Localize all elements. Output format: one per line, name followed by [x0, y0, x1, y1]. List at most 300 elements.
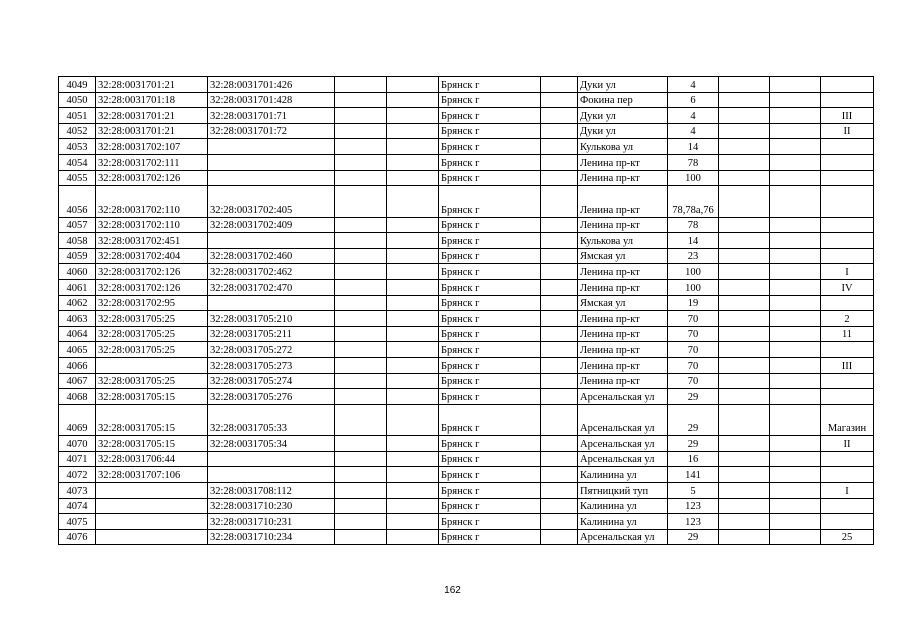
blank-cell [387, 248, 439, 264]
cadastral-block-cell: 32:28:0031702:126 [96, 170, 208, 186]
premises-cell [821, 170, 874, 186]
premises-cell: Магазин [821, 404, 874, 436]
city-cell: Брянск г [439, 295, 541, 311]
table-row [59, 436, 874, 452]
blank-cell [335, 186, 387, 218]
blank-cell [335, 389, 387, 405]
blank-cell [719, 483, 770, 499]
row-number-cell: 4051 [59, 108, 96, 124]
blank-cell [387, 108, 439, 124]
house-number-cell: 100 [668, 280, 719, 296]
premises-cell [821, 186, 874, 218]
house-number-cell: 141 [668, 467, 719, 483]
object-number-cell: 32:28:0031701:426 [208, 77, 335, 93]
blank-cell [719, 498, 770, 514]
blank-cell [719, 326, 770, 342]
object-number-cell: 32:28:0031710:231 [208, 514, 335, 530]
blank-cell [719, 529, 770, 545]
table-row [59, 154, 874, 170]
blank-cell [719, 123, 770, 139]
premises-cell [821, 451, 874, 467]
object-number-cell: 32:28:0031705:211 [208, 326, 335, 342]
row-number-cell: 4069 [59, 404, 96, 436]
house-number-cell: 6 [668, 92, 719, 108]
table-row [59, 217, 874, 233]
blank-cell [541, 342, 578, 358]
cadastral-block-cell: 32:28:0031702:110 [96, 186, 208, 218]
table-row [59, 467, 874, 483]
premises-cell [821, 498, 874, 514]
blank-cell [770, 529, 821, 545]
street-cell: Арсенальская ул [578, 389, 668, 405]
blank-cell [541, 154, 578, 170]
blank-cell [335, 264, 387, 280]
street-cell: Ленина пр-кт [578, 186, 668, 218]
blank-cell [335, 139, 387, 155]
city-cell: Брянск г [439, 280, 541, 296]
blank-cell [387, 483, 439, 499]
premises-cell [821, 154, 874, 170]
street-cell: Ленина пр-кт [578, 358, 668, 374]
object-number-cell [208, 295, 335, 311]
blank-cell [770, 498, 821, 514]
table-row [59, 404, 874, 436]
city-cell: Брянск г [439, 139, 541, 155]
blank-cell [541, 483, 578, 499]
cadastral-block-cell: 32:28:0031701:21 [96, 77, 208, 93]
house-number-cell: 4 [668, 77, 719, 93]
blank-cell [335, 108, 387, 124]
table-row [59, 311, 874, 327]
table-row [59, 170, 874, 186]
blank-cell [770, 92, 821, 108]
house-number-cell: 100 [668, 170, 719, 186]
city-cell: Брянск г [439, 123, 541, 139]
blank-cell [541, 389, 578, 405]
table-row [59, 514, 874, 530]
street-cell: Кулькова ул [578, 233, 668, 249]
premises-cell [821, 92, 874, 108]
blank-cell [387, 436, 439, 452]
blank-cell [719, 451, 770, 467]
city-cell: Брянск г [439, 529, 541, 545]
blank-cell [541, 358, 578, 374]
blank-cell [335, 436, 387, 452]
row-number-cell: 4049 [59, 77, 96, 93]
premises-cell [821, 514, 874, 530]
blank-cell [541, 373, 578, 389]
blank-cell [770, 233, 821, 249]
cadastral-block-cell [96, 358, 208, 374]
blank-cell [719, 92, 770, 108]
blank-cell [335, 342, 387, 358]
house-number-cell: 70 [668, 358, 719, 374]
house-number-cell: 29 [668, 529, 719, 545]
blank-cell [335, 170, 387, 186]
blank-cell [719, 373, 770, 389]
blank-cell [387, 186, 439, 218]
object-number-cell [208, 233, 335, 249]
cadastral-block-cell: 32:28:0031701:21 [96, 108, 208, 124]
city-cell: Брянск г [439, 311, 541, 327]
blank-cell [335, 467, 387, 483]
object-number-cell [208, 451, 335, 467]
cadastral-block-cell: 32:28:0031702:107 [96, 139, 208, 155]
object-number-cell: 32:28:0031705:34 [208, 436, 335, 452]
page-number: 162 [444, 585, 461, 596]
cadastral-block-cell: 32:28:0031705:25 [96, 311, 208, 327]
blank-cell [719, 248, 770, 264]
blank-cell [335, 326, 387, 342]
table-row [59, 92, 874, 108]
blank-cell [719, 342, 770, 358]
blank-cell [335, 295, 387, 311]
blank-cell [387, 326, 439, 342]
street-cell: Дуки ул [578, 77, 668, 93]
blank-cell [387, 154, 439, 170]
row-number-cell: 4072 [59, 467, 96, 483]
street-cell: Ленина пр-кт [578, 154, 668, 170]
city-cell: Брянск г [439, 264, 541, 280]
blank-cell [335, 77, 387, 93]
house-number-cell: 123 [668, 498, 719, 514]
table-row [59, 483, 874, 499]
object-number-cell: 32:28:0031705:276 [208, 389, 335, 405]
object-number-cell [208, 170, 335, 186]
blank-cell [335, 123, 387, 139]
blank-cell [387, 295, 439, 311]
table-row [59, 139, 874, 155]
object-number-cell: 32:28:0031708:112 [208, 483, 335, 499]
blank-cell [770, 451, 821, 467]
row-number-cell: 4070 [59, 436, 96, 452]
house-number-cell: 14 [668, 139, 719, 155]
table-row [59, 451, 874, 467]
blank-cell [719, 404, 770, 436]
blank-cell [387, 123, 439, 139]
object-number-cell: 32:28:0031702:409 [208, 217, 335, 233]
blank-cell [770, 295, 821, 311]
blank-cell [335, 217, 387, 233]
city-cell: Брянск г [439, 358, 541, 374]
blank-cell [719, 514, 770, 530]
blank-cell [387, 217, 439, 233]
city-cell: Брянск г [439, 248, 541, 264]
blank-cell [770, 154, 821, 170]
blank-cell [770, 217, 821, 233]
object-number-cell: 32:28:0031705:33 [208, 404, 335, 436]
blank-cell [335, 451, 387, 467]
cadastral-block-cell: 32:28:0031701:21 [96, 123, 208, 139]
street-cell: Ленина пр-кт [578, 373, 668, 389]
row-number-cell: 4050 [59, 92, 96, 108]
house-number-cell: 4 [668, 108, 719, 124]
blank-cell [387, 467, 439, 483]
cadastral-block-cell: 32:28:0031705:25 [96, 342, 208, 358]
row-number-cell: 4073 [59, 483, 96, 499]
blank-cell [387, 451, 439, 467]
blank-cell [770, 311, 821, 327]
blank-cell [335, 373, 387, 389]
house-number-cell: 29 [668, 436, 719, 452]
city-cell: Брянск г [439, 483, 541, 499]
blank-cell [719, 389, 770, 405]
blank-cell [770, 373, 821, 389]
blank-cell [387, 264, 439, 280]
blank-cell [387, 170, 439, 186]
city-cell: Брянск г [439, 217, 541, 233]
cadastral-block-cell: 32:28:0031702:126 [96, 280, 208, 296]
cadastral-block-cell: 32:28:0031705:25 [96, 326, 208, 342]
blank-cell [387, 311, 439, 327]
house-number-cell: 23 [668, 248, 719, 264]
street-cell: Дуки ул [578, 108, 668, 124]
blank-cell [335, 498, 387, 514]
house-number-cell: 29 [668, 389, 719, 405]
cadastral-block-cell: 32:28:0031705:15 [96, 404, 208, 436]
blank-cell [335, 248, 387, 264]
row-number-cell: 4068 [59, 389, 96, 405]
blank-cell [770, 280, 821, 296]
row-number-cell: 4065 [59, 342, 96, 358]
city-cell: Брянск г [439, 467, 541, 483]
blank-cell [719, 264, 770, 280]
house-number-cell: 123 [668, 514, 719, 530]
cadastral-block-cell: 32:28:0031702:404 [96, 248, 208, 264]
premises-cell: III [821, 358, 874, 374]
table-body [59, 77, 874, 545]
city-cell: Брянск г [439, 436, 541, 452]
row-number-cell: 4071 [59, 451, 96, 467]
house-number-cell: 70 [668, 326, 719, 342]
blank-cell [387, 77, 439, 93]
blank-cell [387, 342, 439, 358]
blank-cell [719, 139, 770, 155]
city-cell: Брянск г [439, 498, 541, 514]
cadastral-block-cell: 32:28:0031702:110 [96, 217, 208, 233]
row-number-cell: 4066 [59, 358, 96, 374]
blank-cell [541, 295, 578, 311]
blank-cell [770, 108, 821, 124]
blank-cell [541, 404, 578, 436]
house-number-cell: 19 [668, 295, 719, 311]
blank-cell [770, 139, 821, 155]
blank-cell [387, 358, 439, 374]
premises-cell [821, 248, 874, 264]
object-number-cell: 32:28:0031701:71 [208, 108, 335, 124]
table-row [59, 373, 874, 389]
blank-cell [770, 483, 821, 499]
blank-cell [770, 436, 821, 452]
street-cell: Фокина пер [578, 92, 668, 108]
city-cell: Брянск г [439, 342, 541, 358]
blank-cell [719, 436, 770, 452]
table-row [59, 529, 874, 545]
blank-cell [335, 233, 387, 249]
house-number-cell: 5 [668, 483, 719, 499]
registry-table [58, 76, 874, 545]
table-row [59, 326, 874, 342]
row-number-cell: 4054 [59, 154, 96, 170]
street-cell: Ленина пр-кт [578, 264, 668, 280]
blank-cell [335, 483, 387, 499]
cadastral-block-cell [96, 529, 208, 545]
blank-cell [541, 233, 578, 249]
blank-cell [719, 108, 770, 124]
blank-cell [770, 514, 821, 530]
blank-cell [541, 139, 578, 155]
blank-cell [770, 248, 821, 264]
blank-cell [719, 154, 770, 170]
city-cell: Брянск г [439, 514, 541, 530]
street-cell: Ленина пр-кт [578, 280, 668, 296]
cadastral-block-cell: 32:28:0031702:126 [96, 264, 208, 280]
cadastral-block-cell [96, 514, 208, 530]
blank-cell [335, 311, 387, 327]
cadastral-block-cell: 32:28:0031705:25 [96, 373, 208, 389]
blank-cell [719, 233, 770, 249]
object-number-cell: 32:28:0031701:428 [208, 92, 335, 108]
premises-cell: II [821, 436, 874, 452]
street-cell: Калинина ул [578, 498, 668, 514]
blank-cell [541, 467, 578, 483]
blank-cell [770, 389, 821, 405]
blank-cell [387, 139, 439, 155]
row-number-cell: 4057 [59, 217, 96, 233]
blank-cell [541, 170, 578, 186]
blank-cell [719, 358, 770, 374]
blank-cell [719, 467, 770, 483]
object-number-cell [208, 154, 335, 170]
blank-cell [335, 280, 387, 296]
premises-cell: IV [821, 280, 874, 296]
blank-cell [541, 108, 578, 124]
row-number-cell: 4067 [59, 373, 96, 389]
table-row [59, 295, 874, 311]
object-number-cell [208, 467, 335, 483]
blank-cell [387, 280, 439, 296]
table-row [59, 108, 874, 124]
street-cell: Дуки ул [578, 123, 668, 139]
house-number-cell: 4 [668, 123, 719, 139]
blank-cell [387, 498, 439, 514]
blank-cell [719, 280, 770, 296]
city-cell: Брянск г [439, 170, 541, 186]
cadastral-block-cell [96, 498, 208, 514]
street-cell: Ленина пр-кт [578, 217, 668, 233]
table-row [59, 389, 874, 405]
blank-cell [541, 264, 578, 280]
premises-cell: 11 [821, 326, 874, 342]
premises-cell [821, 467, 874, 483]
object-number-cell: 32:28:0031705:272 [208, 342, 335, 358]
row-number-cell: 4075 [59, 514, 96, 530]
object-number-cell: 32:28:0031710:230 [208, 498, 335, 514]
street-cell: Калинина ул [578, 514, 668, 530]
street-cell: Арсенальская ул [578, 404, 668, 436]
street-cell: Ямская ул [578, 248, 668, 264]
blank-cell [335, 404, 387, 436]
premises-cell [821, 217, 874, 233]
blank-cell [387, 233, 439, 249]
house-number-cell: 78,78а,76 [668, 186, 719, 218]
object-number-cell: 32:28:0031705:210 [208, 311, 335, 327]
street-cell: Арсенальская ул [578, 451, 668, 467]
blank-cell [541, 217, 578, 233]
cadastral-block-cell: 32:28:0031707:106 [96, 467, 208, 483]
premises-cell [821, 342, 874, 358]
object-number-cell: 32:28:0031701:72 [208, 123, 335, 139]
city-cell: Брянск г [439, 373, 541, 389]
object-number-cell: 32:28:0031705:274 [208, 373, 335, 389]
row-number-cell: 4055 [59, 170, 96, 186]
premises-cell: I [821, 264, 874, 280]
table-row [59, 280, 874, 296]
table-row [59, 342, 874, 358]
street-cell: Арсенальская ул [578, 436, 668, 452]
table-row [59, 77, 874, 93]
premises-cell: II [821, 123, 874, 139]
house-number-cell: 14 [668, 233, 719, 249]
blank-cell [541, 514, 578, 530]
blank-cell [770, 264, 821, 280]
object-number-cell: 32:28:0031702:460 [208, 248, 335, 264]
blank-cell [335, 358, 387, 374]
blank-cell [719, 170, 770, 186]
house-number-cell: 16 [668, 451, 719, 467]
cadastral-block-cell: 32:28:0031706:44 [96, 451, 208, 467]
street-cell: Ленина пр-кт [578, 311, 668, 327]
table-row [59, 233, 874, 249]
blank-cell [387, 404, 439, 436]
city-cell: Брянск г [439, 389, 541, 405]
blank-cell [387, 529, 439, 545]
blank-cell [770, 77, 821, 93]
house-number-cell: 78 [668, 217, 719, 233]
row-number-cell: 4062 [59, 295, 96, 311]
blank-cell [719, 186, 770, 218]
blank-cell [719, 217, 770, 233]
row-number-cell: 4064 [59, 326, 96, 342]
blank-cell [719, 295, 770, 311]
city-cell: Брянск г [439, 154, 541, 170]
cadastral-block-cell: 32:28:0031705:15 [96, 389, 208, 405]
blank-cell [541, 529, 578, 545]
object-number-cell: 32:28:0031702:405 [208, 186, 335, 218]
blank-cell [541, 123, 578, 139]
blank-cell [541, 451, 578, 467]
table-row [59, 498, 874, 514]
city-cell: Брянск г [439, 77, 541, 93]
cadastral-block-cell: 32:28:0031702:451 [96, 233, 208, 249]
premises-cell [821, 77, 874, 93]
row-number-cell: 4053 [59, 139, 96, 155]
blank-cell [335, 514, 387, 530]
row-number-cell: 4063 [59, 311, 96, 327]
blank-cell [387, 92, 439, 108]
table-row [59, 358, 874, 374]
blank-cell [335, 92, 387, 108]
city-cell: Брянск г [439, 92, 541, 108]
blank-cell [387, 373, 439, 389]
blank-cell [770, 326, 821, 342]
object-number-cell: 32:28:0031702:470 [208, 280, 335, 296]
object-number-cell: 32:28:0031702:462 [208, 264, 335, 280]
premises-cell: I [821, 483, 874, 499]
blank-cell [770, 123, 821, 139]
premises-cell [821, 389, 874, 405]
premises-cell: 25 [821, 529, 874, 545]
